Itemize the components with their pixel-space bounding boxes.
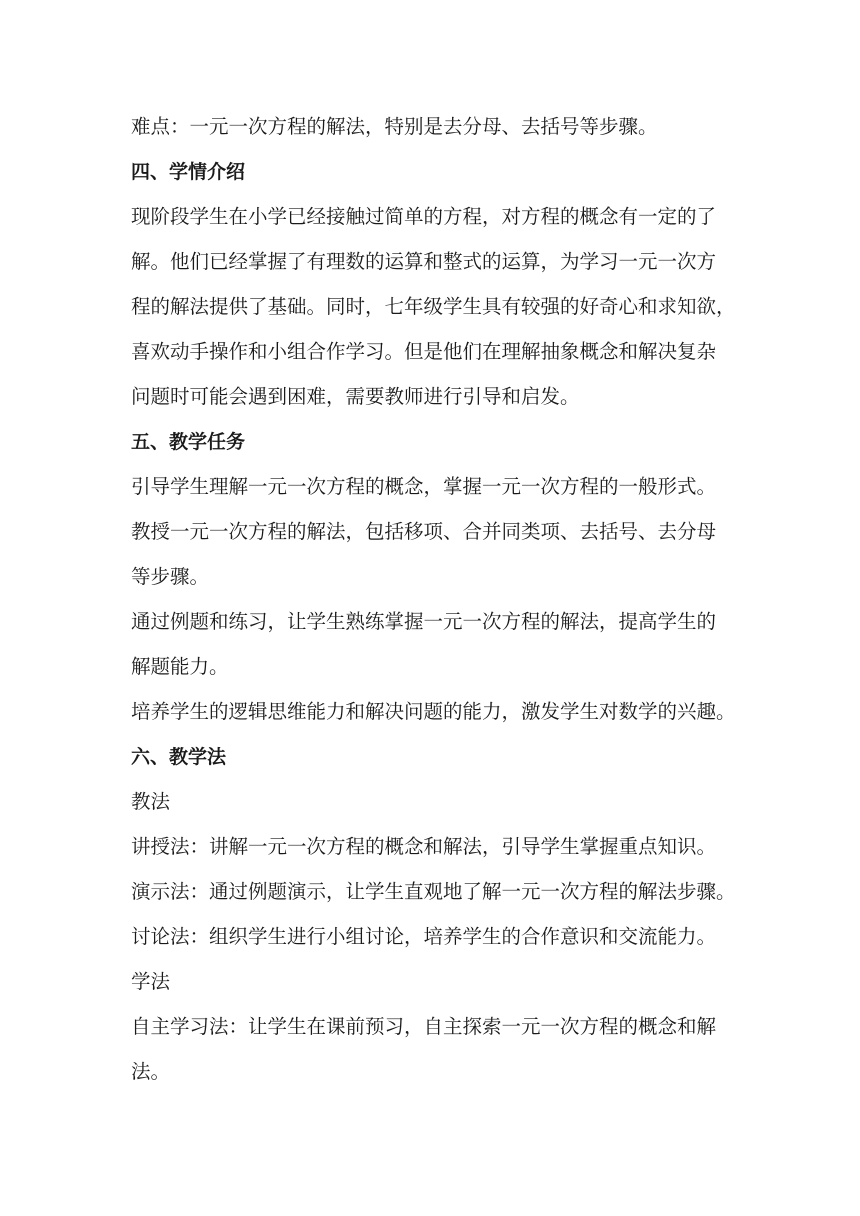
heading-teaching-methods: 六、教学法 xyxy=(131,746,227,768)
method-lecture: 讲授法：讲解一元一次方程的概念和解法，引导学生掌握重点知识。 xyxy=(131,835,717,858)
method-discussion: 讨论法：组织学生进行小组讨论，培养学生的合作意识和交流能力。 xyxy=(131,925,717,948)
method-self-study-line-1: 自主学习法：让学生在课前预习，自主探索一元一次方程的概念和解 xyxy=(131,1015,717,1038)
task-item-2-line-1: 教授一元一次方程的解法，包括移项、合并同类项、去括号、去分母 xyxy=(131,520,717,543)
method-self-study-line-2: 法。 xyxy=(131,1060,171,1083)
task-item-3-line-1: 通过例题和练习，让学生熟练掌握一元一次方程的解法，提高学生的 xyxy=(131,610,717,633)
paragraph-difficulty: 难点：一元一次方程的解法，特别是去分母、去括号等步骤。 xyxy=(131,115,658,138)
paragraph-student-situation-line-2: 解。他们已经掌握了有理数的运算和整式的运算，为学习一元一次方 xyxy=(131,250,717,273)
task-item-3-line-2: 解题能力。 xyxy=(131,655,229,678)
subheading-teaching-method: 教法 xyxy=(131,790,171,813)
paragraph-student-situation-line-5: 问题时可能会遇到困难，需要教师进行引导和启发。 xyxy=(131,385,580,408)
subheading-learning-method: 学法 xyxy=(131,970,171,993)
heading-student-situation: 四、学情介绍 xyxy=(131,161,246,183)
paragraph-student-situation-line-1: 现阶段学生在小学已经接触过简单的方程，对方程的概念有一定的了 xyxy=(131,205,717,228)
heading-teaching-tasks: 五、教学任务 xyxy=(131,431,246,453)
task-item-1: 引导学生理解一元一次方程的概念，掌握一元一次方程的一般形式。 xyxy=(131,475,717,498)
paragraph-student-situation-line-3: 程的解法提供了基础。同时，七年级学生具有较强的好奇心和求知欲， xyxy=(131,295,736,318)
task-item-2-line-2: 等步骤。 xyxy=(131,565,210,588)
paragraph-student-situation-line-4: 喜欢动手操作和小组合作学习。但是他们在理解抽象概念和解决复杂 xyxy=(131,340,717,363)
method-demonstration: 演示法：通过例题演示，让学生直观地了解一元一次方程的解法步骤。 xyxy=(131,880,736,903)
task-item-4: 培养学生的逻辑思维能力和解决问题的能力，激发学生对数学的兴趣。 xyxy=(131,700,736,723)
